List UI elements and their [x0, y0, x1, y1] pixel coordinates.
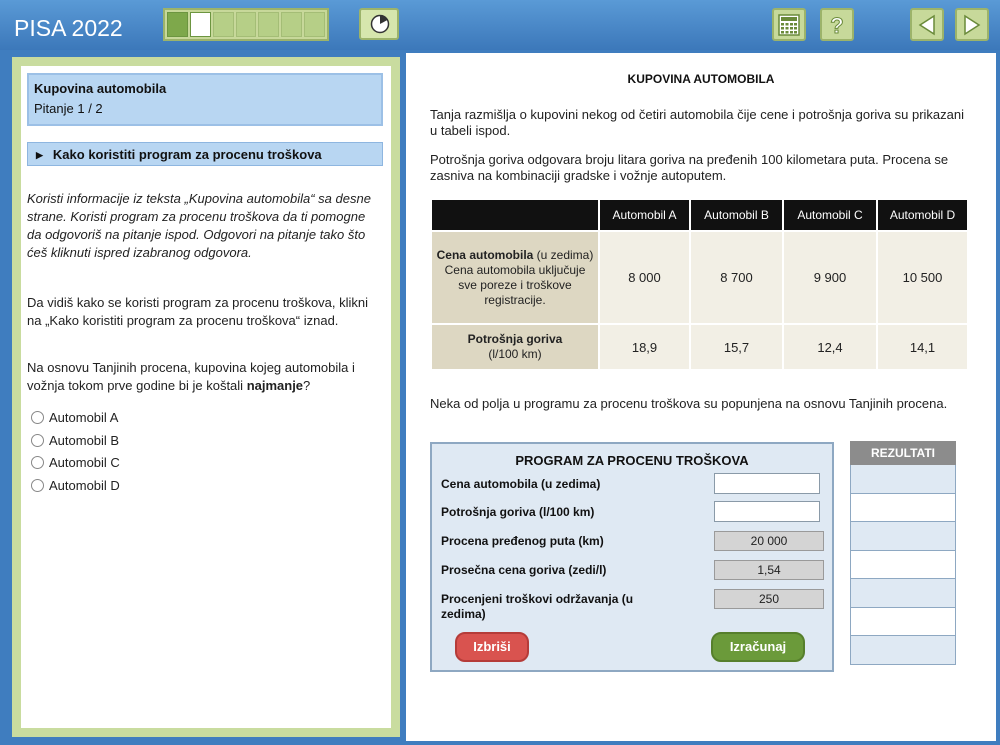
- car-table: [430, 198, 969, 371]
- calculator-button[interactable]: [772, 8, 806, 41]
- unit-header: [27, 73, 383, 126]
- howto-text: Da vidiš kako se koristi program za procenu troškova, klikni na „Kako koristiti program za procenu troškova“ iznad.: [27, 295, 369, 328]
- howto-toggle[interactable]: [27, 142, 383, 166]
- progress-segment: [258, 12, 279, 37]
- unit-title: Kupovina automobila: [34, 81, 167, 96]
- option-label: Automobil A: [49, 410, 119, 425]
- result-cell: [850, 579, 956, 608]
- column-header: Automobil A: [600, 200, 689, 230]
- question-text: [27, 359, 373, 395]
- next-button[interactable]: [955, 8, 989, 41]
- option-b[interactable]: [31, 433, 119, 448]
- option-a[interactable]: [31, 410, 118, 425]
- fuel-consumption-input[interactable]: [714, 501, 820, 522]
- label-car-price: Cena automobila (u zedima): [441, 477, 601, 491]
- question-number: Pitanje 1 / 2: [34, 101, 103, 116]
- table-cell: 10 500: [878, 232, 967, 323]
- row-note: Cena automobila uključuje sve poreze i troškove registracije.: [444, 262, 586, 307]
- help-icon: [826, 13, 848, 37]
- progress-segment: [236, 12, 257, 37]
- option-c[interactable]: [31, 455, 120, 470]
- question-panel: [12, 57, 400, 737]
- row-header-fuel: [432, 325, 598, 369]
- radio-button[interactable]: [31, 479, 44, 492]
- top-bar: [0, 0, 1000, 50]
- delete-button[interactable]: Izbriši: [455, 632, 529, 662]
- option-label: Automobil B: [49, 433, 120, 448]
- question-panel-inner: [21, 66, 391, 728]
- progress-segment-current: [190, 12, 211, 37]
- previous-button[interactable]: [910, 8, 944, 41]
- stimulus-paragraph-2: Potrošnja goriva odgovara broju litara goriva na pređenih 100 kilometara puta. Procena se zasniva na kombinaciji gradske i vožnje autoputem.: [430, 152, 949, 183]
- results-title: REZULTATI: [850, 441, 956, 465]
- distance-value: 20 000: [714, 531, 824, 551]
- stimulus-paragraph-3: Neka od polja u programu za procenu troškova su popunjena na osnovu Tanjinih procena.: [430, 396, 948, 411]
- table-corner: [432, 200, 598, 230]
- arrow-right-icon: [962, 14, 982, 36]
- progress-segment: [281, 12, 302, 37]
- option-d[interactable]: [31, 478, 120, 493]
- question-body: Na osnovu Tanjinih procena, kupovina kojeg automobila i vožnja tokom prve godine bi je koštali: [27, 360, 355, 393]
- result-cell: [850, 636, 956, 665]
- calculate-button[interactable]: Izračunaj: [711, 632, 805, 662]
- radio-button[interactable]: [31, 434, 44, 447]
- option-label: Automobil C: [49, 455, 120, 470]
- progress-segment: [213, 12, 234, 37]
- table-cell: 8 000: [600, 232, 689, 323]
- arrow-left-icon: [917, 14, 937, 36]
- label-distance: Procena pređenog puta (km): [441, 534, 604, 548]
- row-label: Potrošnja goriva: [467, 332, 563, 346]
- stimulus-paragraph-1: Tanja razmišlja o kupovini nekog od četiri automobila čije cene i potrošnja goriva su prikazani u tabeli ispod.: [430, 107, 965, 138]
- column-header: Automobil C: [784, 200, 876, 230]
- table-cell: 8 700: [691, 232, 782, 323]
- clock-icon: [370, 14, 390, 34]
- progress-segment: [167, 12, 188, 37]
- table-cell: 15,7: [691, 325, 782, 369]
- progress-segment: [304, 12, 325, 37]
- result-cell: [850, 465, 956, 494]
- stimulus-panel: [406, 53, 996, 741]
- howto-label: Kako koristiti program za procenu troškova: [52, 147, 322, 162]
- label-fuel-consumption: Potrošnja goriva (l/100 km): [441, 505, 595, 519]
- fuel-price-value: 1,54: [714, 560, 824, 580]
- progress-bar: [163, 8, 329, 41]
- cost-calculator: [430, 442, 834, 672]
- table-cell: 14,1: [878, 325, 967, 369]
- calculator-title: PROGRAM ZA PROCENU TROŠKOVA: [515, 453, 749, 468]
- table-cell: 12,4: [784, 325, 876, 369]
- help-button[interactable]: [820, 8, 854, 41]
- calculator-icon: [778, 14, 800, 36]
- column-header: Automobil B: [691, 200, 782, 230]
- column-header: Automobil D: [878, 200, 967, 230]
- results-panel: [850, 441, 956, 665]
- instructions-text: Koristi informacije iz teksta „Kupovina automobila“ sa desne strane. Koristi program za procenu troškova da ti pomogne da odgovoriš na pitanje ispod. Odgovori na pitanje tako što ćeš kliknuti ispred izabranog odgovora.: [27, 191, 371, 260]
- result-cell: [850, 608, 956, 637]
- table-cell: 9 900: [784, 232, 876, 323]
- result-cell: [850, 494, 956, 523]
- question-end: ?: [303, 378, 311, 393]
- radio-button[interactable]: [31, 411, 44, 424]
- caret-right-icon: ▶: [36, 150, 43, 160]
- row-label-unit: (u zedima): [533, 247, 594, 262]
- row-header-price: [432, 232, 598, 323]
- app-title: PISA 2022: [14, 15, 123, 41]
- stimulus-title: KUPOVINA AUTOMOBILA: [627, 72, 775, 86]
- question-emphasis: najmanje: [246, 378, 304, 393]
- car-price-input[interactable]: [714, 473, 820, 494]
- maintenance-value: 250: [714, 589, 824, 609]
- table-cell: 18,9: [600, 325, 689, 369]
- option-label: Automobil D: [49, 478, 120, 493]
- label-maintenance: Procenjeni troškovi održavanja (u zedima): [441, 592, 634, 621]
- result-cell: [850, 522, 956, 551]
- timer-button[interactable]: [359, 8, 399, 40]
- row-label: Cena automobila: [436, 247, 534, 262]
- result-cell: [850, 551, 956, 580]
- row-label-unit: (l/100 km): [488, 347, 542, 361]
- radio-button[interactable]: [31, 456, 44, 469]
- svg-text:?: ?: [830, 12, 844, 37]
- label-fuel-price: Prosečna cena goriva (zedi/l): [441, 563, 607, 577]
